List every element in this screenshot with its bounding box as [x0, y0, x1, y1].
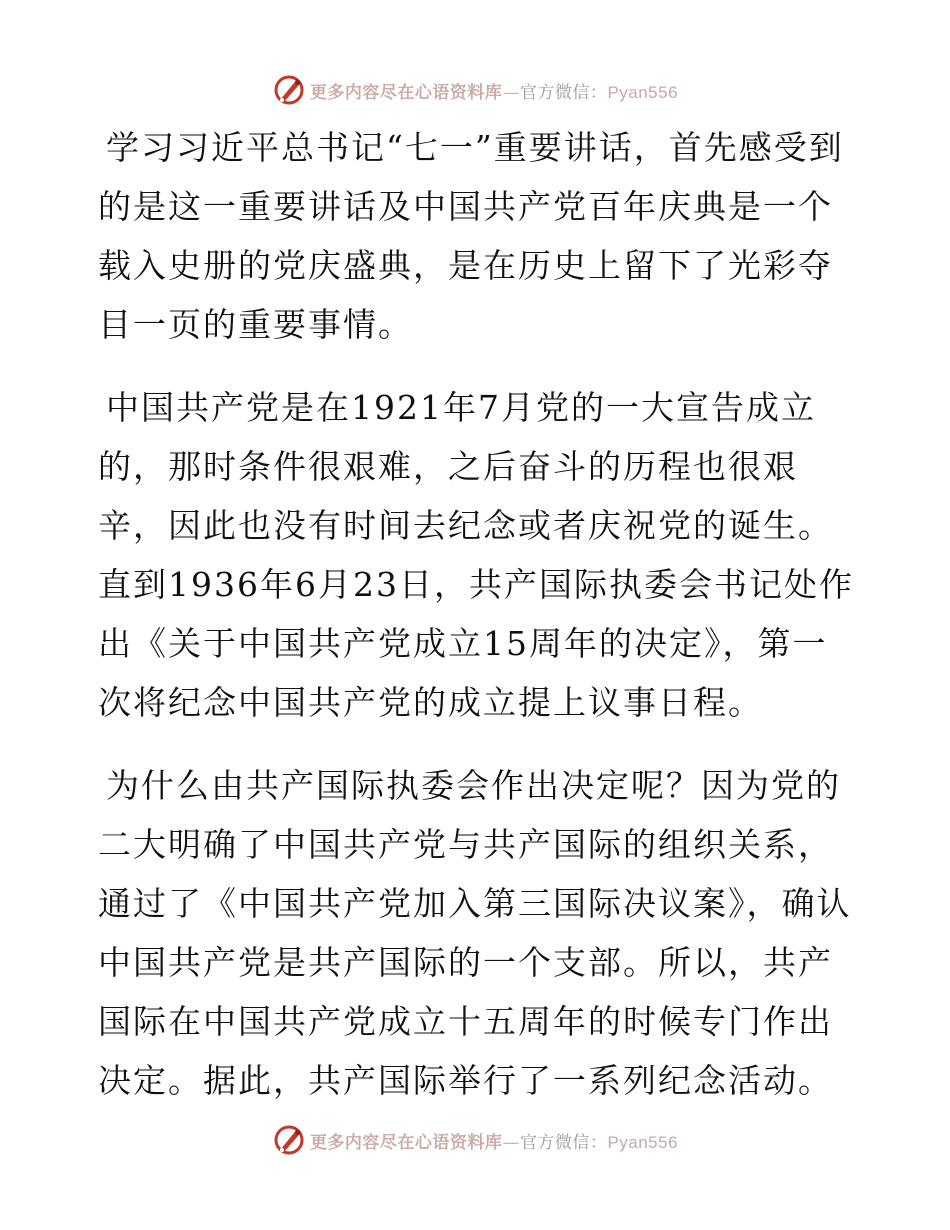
pen-in-circle-logo-icon — [272, 1123, 306, 1157]
watermark-wechat-label: 官方微信： — [519, 82, 608, 103]
footer-watermark — [0, 1120, 950, 1160]
watermark-dash: — — [502, 82, 520, 103]
document-body — [98, 118, 858, 1134]
watermark-text — [310, 1128, 678, 1153]
watermark-wechat-id: Pyan556 — [607, 82, 679, 102]
watermark-dash: — — [502, 1132, 520, 1153]
header-watermark — [0, 70, 950, 110]
watermark-wechat-label: 官方微信： — [519, 1132, 608, 1153]
watermark-main: 更多内容尽在心语资料库 — [309, 1132, 503, 1153]
paragraph-3: 为什么由共产国际执委会作出决定呢？因为党的二大明确了中国共产党与共产国际的组织关系，通过了《中国共产党加入第三国际决议案》，确认中国共产党是共产国际的一个支部。所以，共产国际在中国共产党成立十五周年的时候专门作出决定。据此，共产国际举行了一系列纪念活动。 — [98, 766, 852, 1100]
watermark-wechat-id: Pyan556 — [607, 1132, 679, 1152]
pen-in-circle-logo-icon — [272, 73, 306, 107]
watermark-text — [310, 78, 678, 103]
paragraph-1: 学习习近平总书记“七一”重要讲话，首先感受到的是这一重要讲话及中国共产党百年庆典是一个载入史册的党庆盛典，是在历史上留下了光彩夺目一页的重要事情。 — [98, 128, 844, 344]
paragraph-2: 中国共产党是在1921年7月党的一大宣告成立的，那时条件很艰难，之后奋斗的历程也很艰辛，因此也没有时间去纪念或者庆祝党的诞生。直到1936年6月23日，共产国际执委会书记处作出《关于中国共产党成立15周年的决定》，第一次将纪念中国共产党的成立提上议事日程。 — [98, 388, 854, 722]
watermark-main: 更多内容尽在心语资料库 — [309, 82, 503, 103]
